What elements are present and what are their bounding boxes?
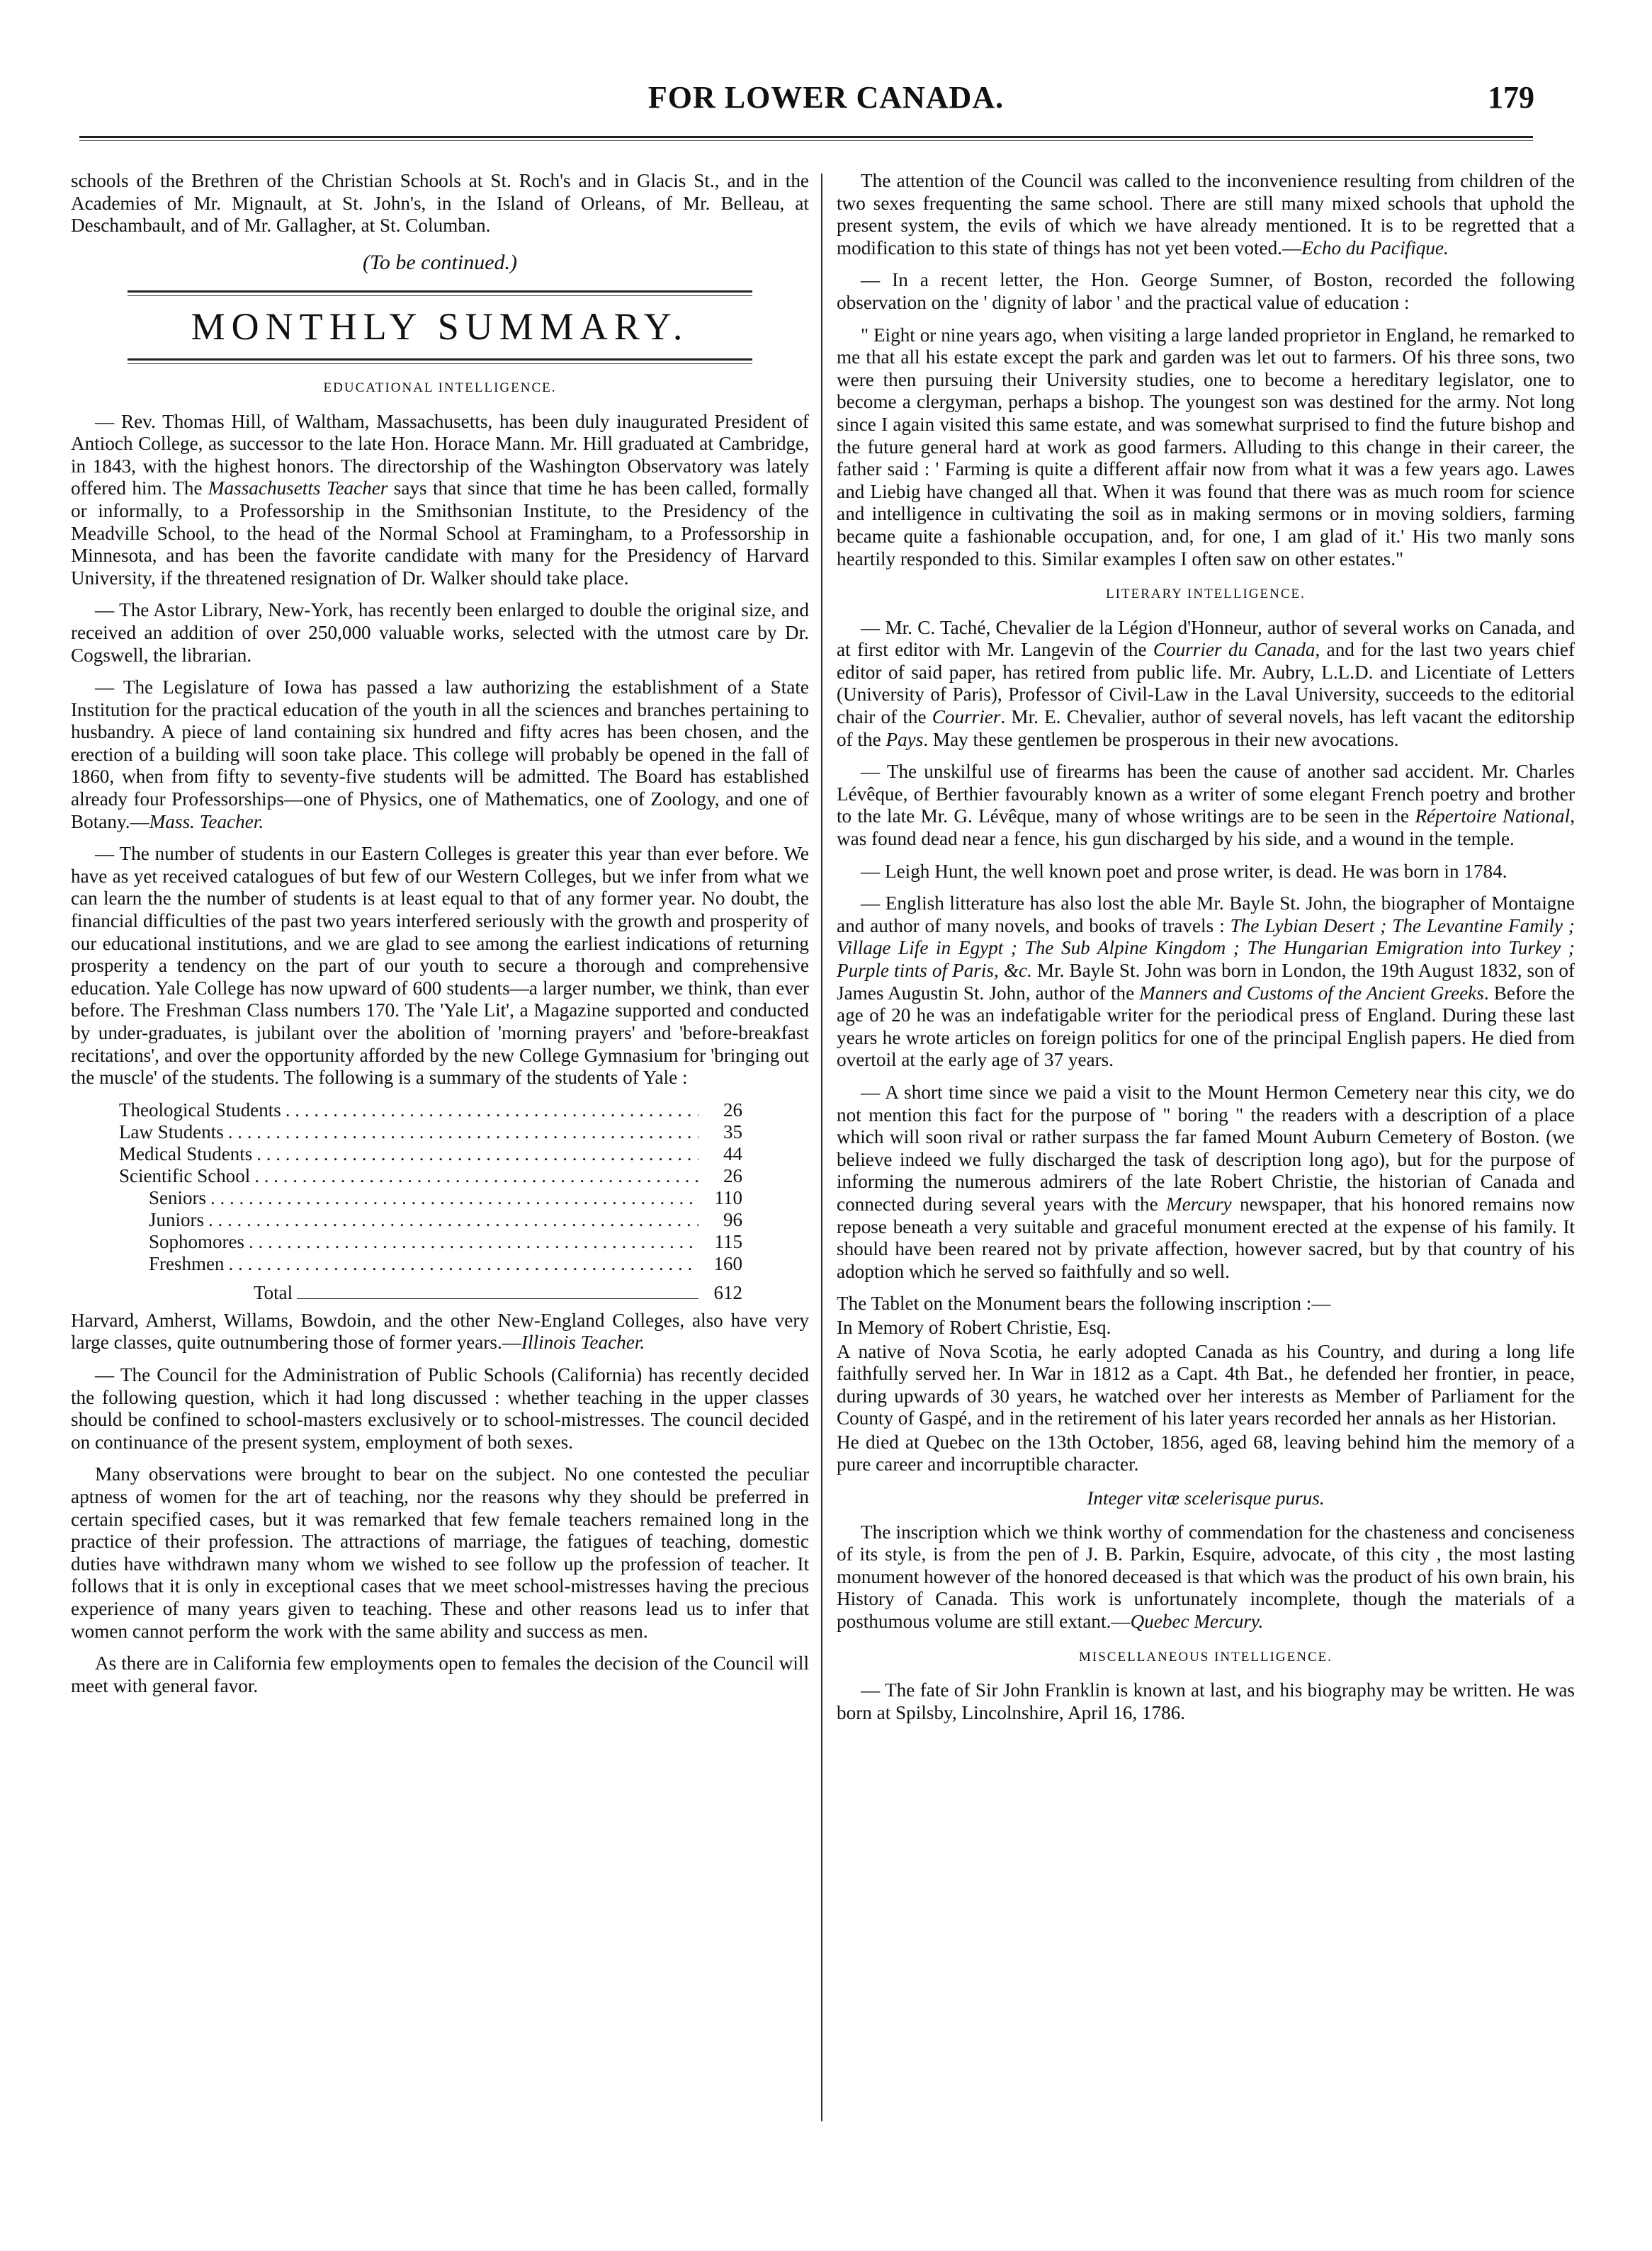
article-council-mixed-schools: The attention of the Council was called to the inconvenience resulting from children of the two sexes frequenting the same school. There are still many mixed schools that uphold the present system, the evils of which we have already mentioned. It is to be regretted that a modification to this state of things has not yet been voted.—Echo du Pacifique. <box>837 170 1575 259</box>
running-head <box>0 79 1652 122</box>
table-row: Scientific School . . . 26 <box>119 1165 742 1187</box>
inscription-line: In Memory of Robert Christie, Esq. <box>837 1316 1111 1338</box>
inscription-intro: The Tablet on the Monument bears the following inscription :— <box>837 1293 1331 1315</box>
article-sumner-quote: " Eight or nine years ago, when visiting a large landed proprietor in England, he remarked to me that all his estate except the park and garden was let out to farmers. Of his three sons, two were then pursuing their University studies, one to become a hereditary legislator, one to become a clergyman, perhaps a bishop. The youngest son was destined for the army. Not long since I again visited this same estate, and was somewhat surprised to find the future bishop and the future general hard at work as good farmers. Alluding to this change in their career, the father said : ' Farming is quite a different affair now from what it was a few years ago. Lawes and Liebig have changed all that. When it was found that there was as much room for science and intelligence in cultivating the soil as in making sermons or in moving soldiers, farming became quite a fashionable occupation, and, for one, I am glad of it.' His two manly sons heartily responded to this. Similar examples I often saw on other estates." <box>837 324 1575 569</box>
page-number: 179 <box>1488 80 1534 115</box>
article-mount-hermon: — A short time since we paid a visit to the Mount Hermon Cemetery near this city, we do not mention this fact for the purpose of " boring " the readers with a description of a place which will soon rival or rather surpass the far famed Mount Auburn Cemetery of Boston. (we believe indeed we fully discharged the task of description long ago), but for the purpose of informing the numerous admirers of the late Robert Christie, the historian of Canada and connected during several years with the Mercury newspaper, that his honored remains now repose beneath a very suitable and graceful monument erected at the expense of his family. It should have been reared not by private affection, however sacred, but by that country of his adoption which he served so faithfully and so well. <box>837 1081 1575 1282</box>
table-row: Seniors . . . 110 <box>119 1187 742 1209</box>
article-leveque: — The unskilful use of firearms has been the cause of another sad accident. Mr. Charles Lévêque, of Berthier favourably known as a writer of some elegant French poetry and brother to the late Mr. G. Lévêque, many of whose writings are to be seen in the Répertoire National, was found dead near a fence, his gun discharged by his side, and a wound in the temple. <box>837 761 1575 850</box>
article-california-decision: As there are in California few employments open to females the decision of the Council will meet with general favor. <box>71 1652 809 1696</box>
article-thomas-hill: — Rev. Thomas Hill, of Waltham, Massachusetts, has been duly inaugurated President of Antioch College, as successor to the late Hon. Horace Mann. Mr. Hill graduated at Cambridge, in 1843, with the highest honors. The directorship of the Washington Observatory was lately offered him. The Massachusetts Teacher says that since that time he has been called, formally or informally, to a Professorship in the Smithsonian Institute, to the Presidency of the Meadville School, to the head of the Normal School at Framingham, to a Professorship in Minnesota, and has been the favorite candidate with many for the Presidency of Harvard University, if the threatened resignation of Dr. Walker should take place. <box>71 410 809 589</box>
article-california-observations: Many observations were brought to bear on the subject. No one contested the peculiar aptness of women for the art of teaching, nor the reasons why they should be preferred in certain specified cases, but it was remarked that few female teachers remained long in the practice of their profession. The attractions of marriage, the fatigues of teaching, domestic duties have withdrawn many whom we wished to see follow up the profession of teacher. It follows that it is only in exceptional cases that we meet school-mistresses having the precious experience of many years given to teaching. These and other reasons lead us to infer that women cannot perform the work with the same ability and success as men. <box>71 1463 809 1642</box>
table-row: Juniors . . . 96 <box>119 1209 742 1231</box>
latin-motto: Integer vitæ scelerisque purus. <box>1087 1487 1325 1509</box>
article-bayle-st-john: — English litterature has also lost the able Mr. Bayle St. John, the biographer of Montaigne and author of many novels, and books of travels : The Lybian Desert ; The Levantine Family ; Village Life in Egypt ; The Sub Alpine Kingdom ; The Hungarian Emigration into Turkey ; Purple tints of Paris, &c. Mr. Bayle St. John was born in London, the 19th August 1832, son of James Augustin St. John, author of the Manners and Customs of the Ancient Greeks. Before the age of 20 he was an indefatigable writer for the periodical press of England. During these last years he wrote articles on foreign politics for one of the principal English papers. He died from overtoil at the early age of 37 years. <box>837 892 1575 1071</box>
section-rule <box>128 290 752 296</box>
section-heading-literary: LITERARY INTELLIGENCE. <box>1106 586 1306 602</box>
article-california-council: — The Council for the Administration of Public Schools (California) has recently decided the following question, which it had long discussed : whether teaching in the upper classes should be confined to school-masters exclusively or to school-mistresses. The council decided on continuance of the present system, employment of both sexes. <box>71 1363 809 1453</box>
table-total-row: Total 612 <box>254 1281 742 1303</box>
table-row: Sophomores . . . 115 <box>119 1231 742 1253</box>
monthly-summary-title: MONTHLY SUMMARY. <box>191 305 689 348</box>
section-heading-miscellaneous: MISCELLANEOUS INTELLIGENCE. <box>1079 1649 1333 1665</box>
article-astor-library: — The Astor Library, New-York, has recently been enlarged to double the original size, and received an addition of over 250,000 valuable works, selected with the utmost care by Dr. Cogswell, the librarian. <box>71 599 809 666</box>
left-column <box>71 170 809 1707</box>
article-iowa-legislature: — The Legislature of Iowa has passed a law authorizing the establishment of a State Institution for the practical education of the youth in all the sciences and branches pertaining to husbandry. A piece of land containing six hundred and fifty acres has been chosen, and the erection of a building will soon take place. This college will probably be opened in the fall of 1860, when from fifty to seventy-five students will be admitted. The Board has established already four Professorships—one of Physics, one of Mathematics, one of Zoology, and one of Botany.—Mass. Teacher. <box>71 676 809 832</box>
article-inscription-commentary: The inscription which we think worthy of commendation for the chasteness and conciseness of its style, is from the pen of J. B. Parkin, Esquire, advocate, of this city , the most lasting monument however of the honored deceased is that which was the product of his own brain, his History of Canada. This work is unfortunately incomplete, though the materials of a posthumous volume are still extant.—Quebec Mercury. <box>837 1521 1575 1633</box>
table-row: Law Students . . . 35 <box>119 1121 742 1143</box>
header-rule <box>79 136 1533 138</box>
section-rule <box>128 358 752 364</box>
article-george-sumner: — In a recent letter, the Hon. George Sumner, of Boston, recorded the following observation on the ' dignity of labor ' and the practical value of education : <box>837 269 1575 313</box>
header-rule-thin <box>79 140 1533 141</box>
to-be-continued: (To be continued.) <box>362 250 518 274</box>
running-title: FOR LOWER CANADA. <box>647 80 1005 115</box>
article-tache: — Mr. C. Taché, Chevalier de la Légion d'Honneur, author of several works on Canada, and at first editor with Mr. Langevin of the Courrier du Canada, and for the last two years chief editor of said paper, has retired from public life. Mr. Aubry, L.L.D. and Licentiate of Letters (University of Paris), Professor of Civil-Law in the Laval University, succeeds to the editorial chair of the Courrier. Mr. E. Chevalier, author of several novels, has left vacant the editorship of the Pays. May these gentlemen be prosperous in their new avocations. <box>837 616 1575 750</box>
continued-paragraph: schools of the Brethren of the Christian Schools at St. Roch's and in Glacis St., and in the Academies of Mr. Mignault, at St. John's, in the Island of Orleans, of Mr. Belleau, at Deschambault, and of Mr. Gallagher, at St. Columban. <box>71 170 809 237</box>
column-divider <box>821 174 822 2121</box>
article-john-franklin: — The fate of Sir John Franklin is known at last, and his biography may be written. He was born at Spilsby, Lincolnshire, April 16, 1786. <box>837 1679 1575 1723</box>
inscription-line: A native of Nova Scotia, he early adopted Canada as his Country, and during a long life faithfully served her. In War in 1812 as a Capt. 4th Bat., he defended her frontier, in peace, during upwards of 30 years, he watched over her interests as Member of Parliament for the County of Gaspé, and in the retirement of his later years recorded her annals as her Historian. <box>837 1340 1575 1429</box>
right-column <box>837 170 1575 1734</box>
table-row: Freshmen . . . 160 <box>119 1253 742 1275</box>
table-row: Medical Students . . . 44 <box>119 1143 742 1165</box>
monument-inscription <box>837 1293 1575 1476</box>
article-new-england-colleges: Harvard, Amherst, Willams, Bowdoin, and the other New-England Colleges, also have very large classes, quite outnumbering those of former years.—Illinois Teacher. <box>71 1309 809 1354</box>
article-leigh-hunt: — Leigh Hunt, the well known poet and prose writer, is dead. He was born in 1784. <box>861 860 1507 882</box>
article-eastern-colleges: — The number of students in our Eastern Colleges is greater this year than ever before. We have as yet received catalogues of but few of our Western Colleges, but we infer from what we can learn the the number of students is at least equal to that of any former year. No doubt, the financial difficulties of the past two years interfered seriously with the growth and prosperity of our educational institutions, and we are glad to see among the earliest indications of returning prosperity a tendency on the part of our youth to secure a thorough and comprehensive education. Yale College has now upward of 600 students—a larger number, we think, than ever before. The Freshman Class numbers 170. The 'Yale Lit', a Magazine supported and conducted by under-graduates, is jubilant over the abolition of 'morning prayers' and 'before-breakfast recitations', and over the opportunity afforded by the new College Gymnasium for 'bringing out the muscle' of the students. The following is a summary of the students of Yale : <box>71 843 809 1089</box>
yale-students-table <box>119 1099 742 1304</box>
inscription-line: He died at Quebec on the 13th October, 1856, aged 68, leaving behind him the memory of a pure career and incorruptible character. <box>837 1431 1575 1475</box>
table-row: Theological Students . . . 26 <box>119 1099 742 1121</box>
section-heading-educational: EDUCATIONAL INTELLIGENCE. <box>323 380 557 395</box>
